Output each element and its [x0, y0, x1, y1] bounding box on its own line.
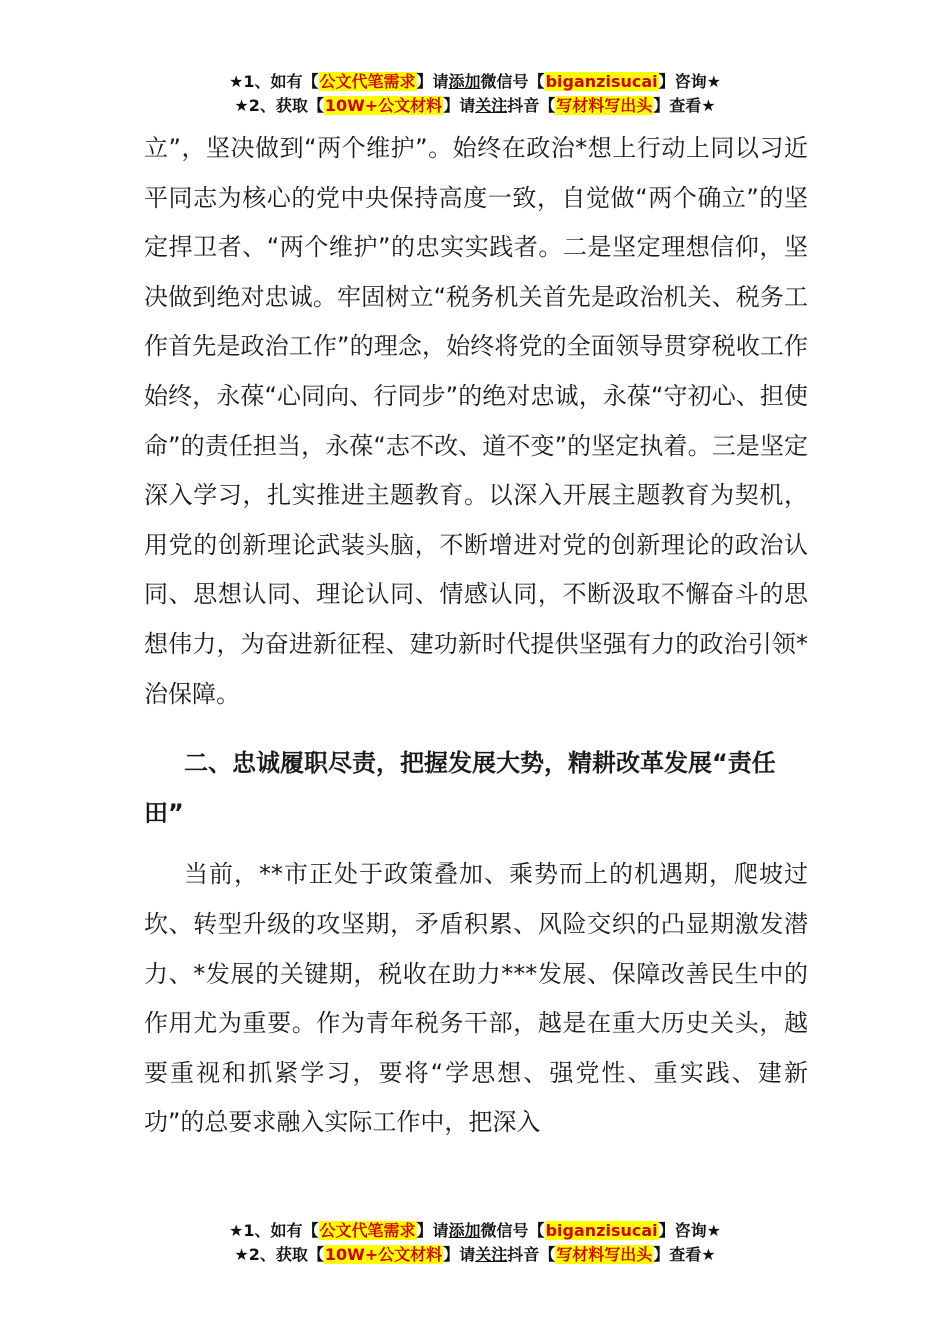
banner-text: ★1、如有【 — [229, 72, 319, 91]
banner-text: ★2、获取【 — [234, 96, 324, 115]
paragraph-continuation: 立”，坚决做到“两个维护”。始终在政治*想上行动上同以习近平同志为核心的党中央保持高度一致，自觉做“两个确立”的坚定捍卫者、“两个维护”的忠实实践者。二是坚定理想信仰，坚决做到绝对忠诚。牢固树立“税务机关首先是政治机关、税务工作首先是政治工作”的理念，始终将党的全面领导贯穿税收工作始终，永葆“心同向、行同步”的绝对忠诚，永葆“守初心、担使命”的责任担当，永葆“志不改、道不变”的坚定执着。三是坚定深入学习，扎实推进主题教育。以深入开展主题教育为契机，用党的创新理论武装头脑，不断增进对党的创新理论的政治认同、思想认同、理论认同、情感认同，不断汲取不懈奋斗的思想伟力，为奋进新征程、建功新时代提供坚强有力的政治引领*治保障。 — [144, 134, 808, 708]
banner-emphasis: 添加 — [448, 1221, 481, 1240]
section-heading-2: 二、忠诚履职尽责，把握发展大势，精耕改革发展“责任田” — [144, 749, 776, 827]
banner-text: 微信号【 — [480, 72, 545, 91]
banner-emphasis: 关注 — [475, 96, 508, 115]
highlight-materials: 10W+公文材料 — [324, 96, 443, 115]
banner-emphasis: 关注 — [475, 1245, 508, 1264]
banner-text: 】请 — [416, 1221, 449, 1240]
banner-line-2 — [0, 94, 950, 118]
header-banner — [0, 70, 950, 118]
banner-line-1 — [0, 70, 950, 94]
banner-text: 】请 — [443, 1245, 476, 1264]
banner-line-2 — [0, 1243, 950, 1267]
highlight-wechat-id: biganzisucai — [545, 72, 658, 91]
banner-text: 】请 — [416, 72, 449, 91]
banner-text: 微信号【 — [480, 1221, 545, 1240]
banner-text: 抖音【 — [507, 1245, 556, 1264]
paragraph-current-situation: 当前，**市正处于政策叠加、乘势而上的机遇期，爬坡过坎、转型升级的攻坚期，矛盾积累、风险交织的凸显期激发潜力、*发展的关键期，税收在助力***发展、保障改善民生中的作用尤为重要。作为青年税务干部，越是在重大历史关头，越要重视和抓紧学习，要将“学思想、强党性、重实践、建新功”的总要求融入实际工作中，把深入 — [144, 860, 808, 1137]
banner-text: 】查看★ — [653, 1245, 716, 1264]
highlight-materials: 10W+公文材料 — [324, 1245, 443, 1264]
banner-text: 】咨询★ — [658, 1221, 721, 1240]
banner-text: 】查看★ — [653, 96, 716, 115]
banner-text: 抖音【 — [507, 96, 556, 115]
banner-text: 】请 — [443, 96, 476, 115]
highlight-writing-service: 公文代笔需求 — [319, 1221, 416, 1240]
banner-text: ★1、如有【 — [229, 1221, 319, 1240]
banner-emphasis: 添加 — [448, 72, 481, 91]
footer-banner — [0, 1219, 950, 1267]
highlight-wechat-id: biganzisucai — [545, 1221, 658, 1240]
banner-text: 】咨询★ — [658, 72, 721, 91]
banner-line-1 — [0, 1219, 950, 1243]
highlight-douyin-account: 写材料写出头 — [556, 1245, 653, 1264]
highlight-douyin-account: 写材料写出头 — [556, 96, 653, 115]
banner-text: ★2、获取【 — [234, 1245, 324, 1264]
document-body — [144, 124, 808, 1148]
highlight-writing-service: 公文代笔需求 — [319, 72, 416, 91]
